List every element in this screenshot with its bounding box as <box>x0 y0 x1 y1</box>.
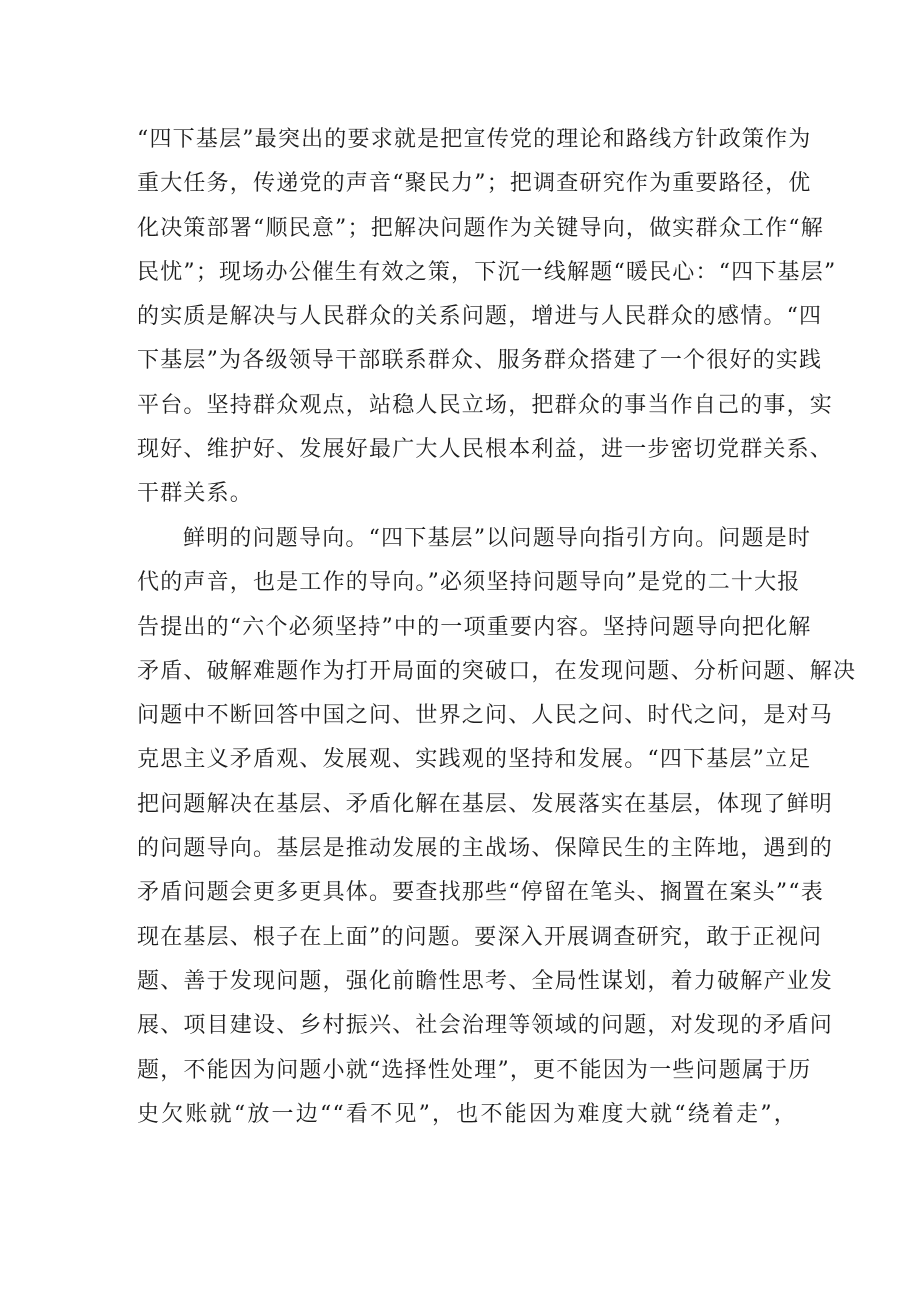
paragraph-1 <box>137 118 837 517</box>
text-line: 下基层”为各级领导干部联系群众、服务群众搭建了一个很好的实践 <box>137 348 823 374</box>
text-line: “四下基层”最突出的要求就是把宣传党的理论和路线方针政策作为 <box>137 127 812 152</box>
text-line: 题、善于发现问题，强化前瞻性思考、全局性谋划，着力破解产业发 <box>137 968 834 994</box>
text-line: 题，不能因为问题小就“选择性处理”，更不能因为一些问题属于历 <box>137 1057 812 1083</box>
text-line: 的实质是解决与人民群众的关系问题，增进与人民群众的感情。“四 <box>137 304 823 330</box>
text-line: 干群关系。 <box>137 481 254 507</box>
text-line: 告提出的“六个必须坚持”中的一项重要内容。坚持问题导向把化解 <box>137 614 812 640</box>
text-line: 民忧”；现场办公催生有效之策，下沉一线解题“暖民心：“四下基层” <box>137 259 837 285</box>
text-line: 现在基层、根子在上面”的问题。要深入开展调查研究，敢于正视问 <box>137 924 823 950</box>
text-line: 把问题解决在基层、矛盾化解在基层、发展落实在基层，体现了鲜明 <box>137 791 834 817</box>
text-line: 现好、维护好、发展好最广大人民根本利益，进一步密切党群关系、 <box>137 437 834 463</box>
paragraph-2 <box>137 517 857 1137</box>
text-line: 代的声音，也是工作的导向。”必须坚持问题导向”是党的二十大报 <box>137 570 801 596</box>
text-line: 鲜明的问题导向。“四下基层”以问题导向指引方向。问题是时 <box>183 526 812 551</box>
text-line: 重大任务，传递党的声音“聚民力”；把调查研究作为重要路径，优 <box>137 171 812 197</box>
text-line: 矛盾、破解难题作为打开局面的突破口，在发现问题、分析问题、解决 <box>137 658 857 684</box>
text-line: 的问题导向。基层是推动发展的主战场、保障民生的主阵地，遇到的 <box>137 836 834 862</box>
text-line: 史欠账就“放一边““看不见”，也不能因为难度大就“绕着走”， <box>137 1101 797 1127</box>
text-line: 化决策部署“顺民意”；把解决问题作为关键导向，做实群众工作“解 <box>137 215 824 241</box>
text-line: 问题中不断回答中国之问、世界之问、人民之问、时代之问，是对马 <box>137 703 834 729</box>
text-line: 矛盾问题会更多更具体。要查找那些“停留在笔头、搁置在案头”“表 <box>137 880 824 906</box>
text-line: 平台。坚持群众观点，站稳人民立场，把群众的事当作自己的事，实 <box>137 392 834 418</box>
text-line: 展、项目建设、乡村振兴、社会治理等领域的问题，对发现的矛盾问 <box>137 1013 834 1039</box>
text-line: 克思主义矛盾观、发展观、实践观的坚持和发展。“四下基层”立足 <box>137 747 812 773</box>
